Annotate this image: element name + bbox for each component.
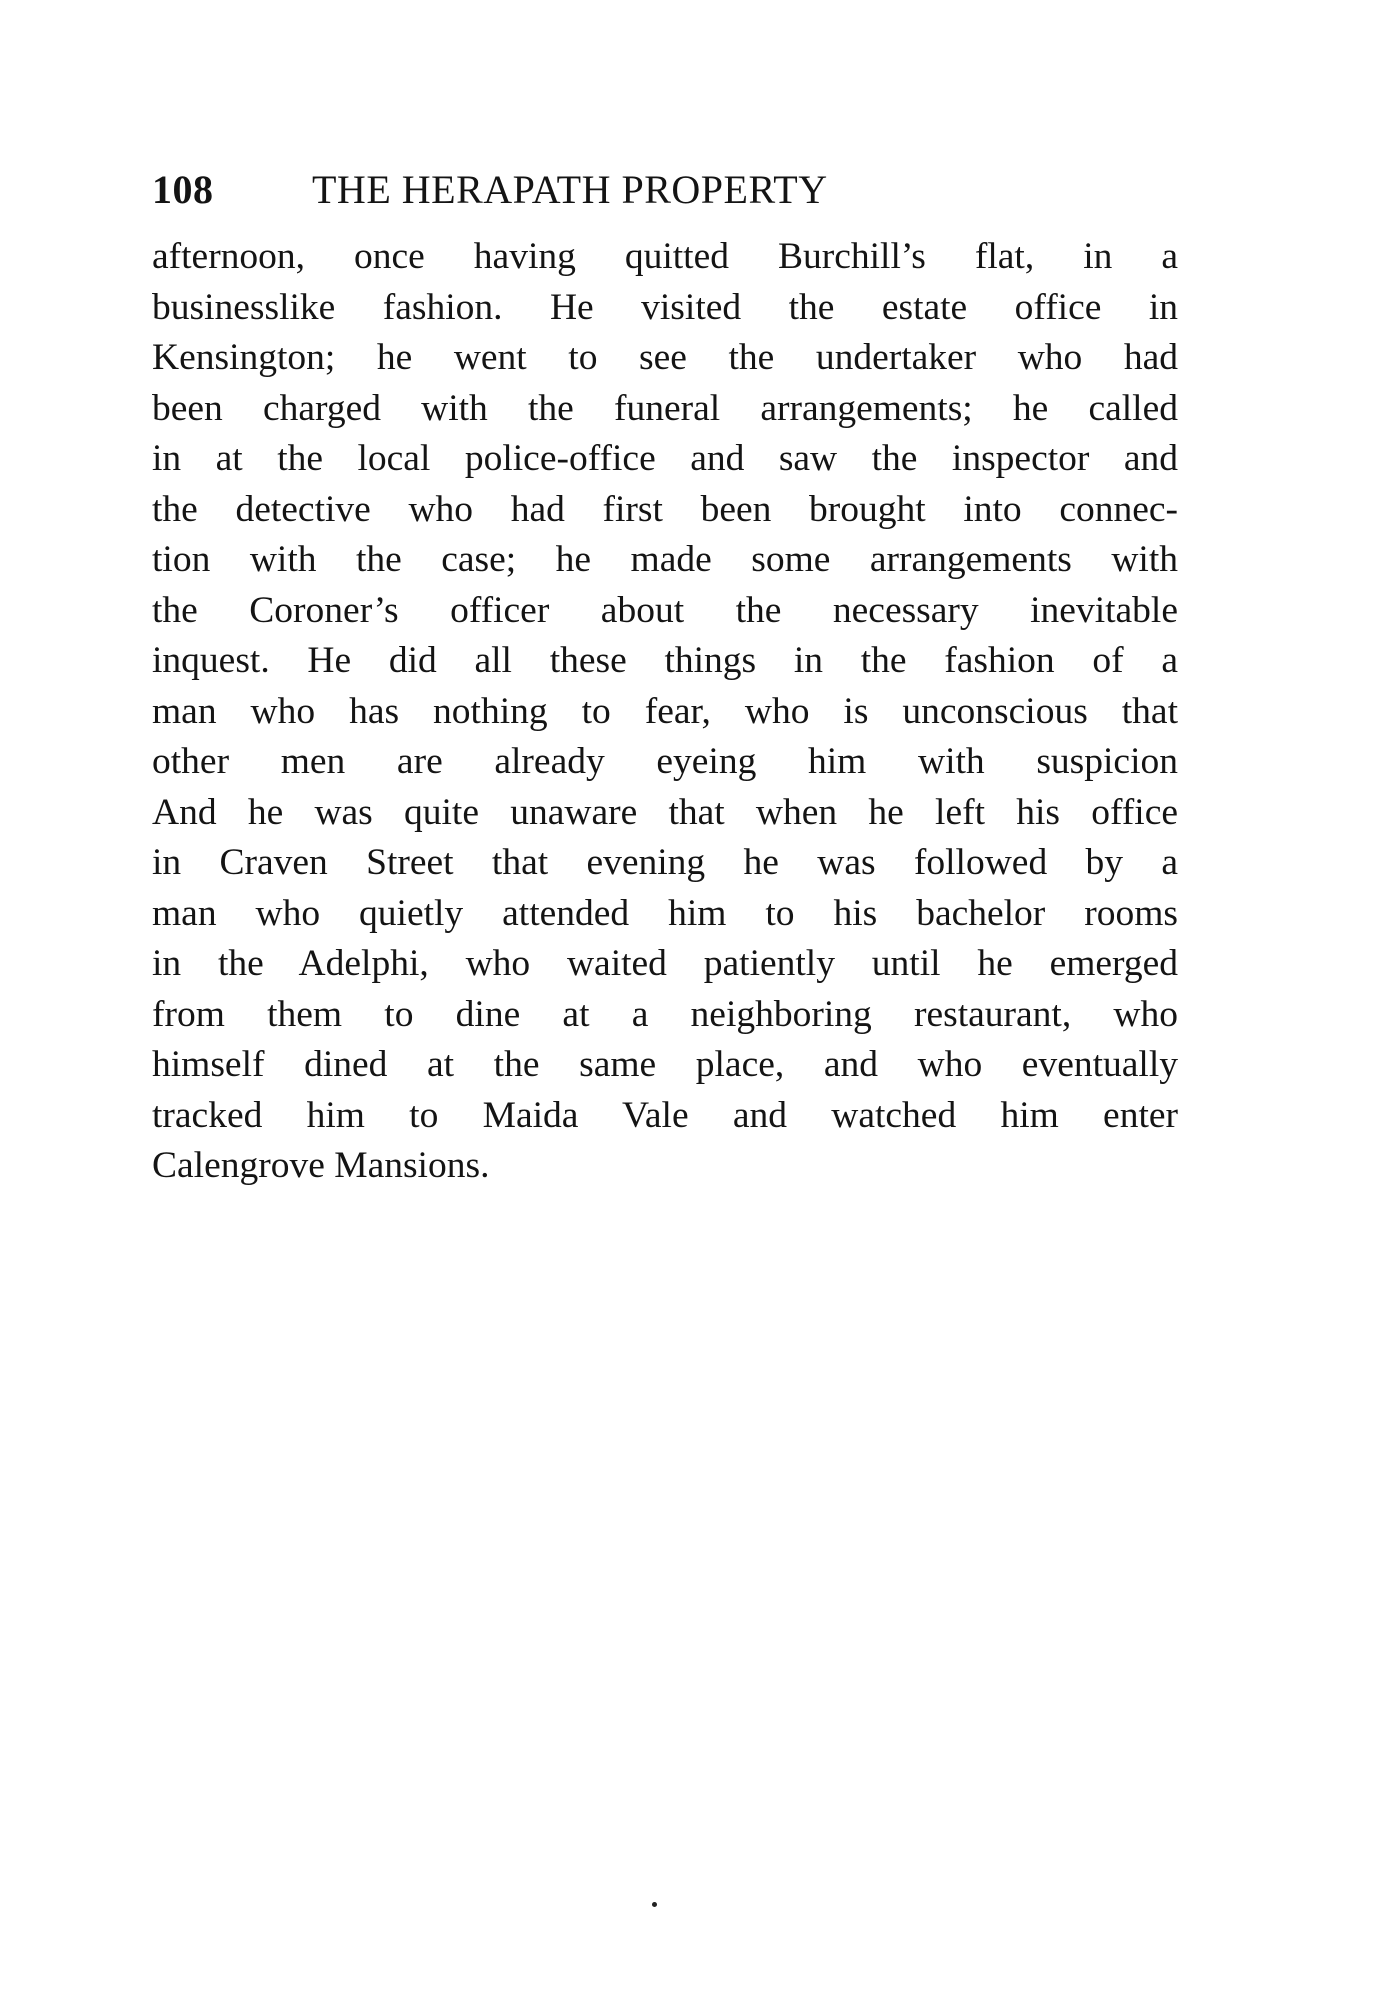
text-line: from them to dine at a neighboring restaurant, who xyxy=(152,993,1178,1035)
page-number: 108 xyxy=(152,167,214,212)
text-line: Kensington; he went to see the undertaker who had xyxy=(152,337,1178,378)
ink-speck xyxy=(652,1902,657,1907)
text-line: other men are already eyeing him with suspicion xyxy=(152,741,1178,782)
text-line: the detective who had first been brought into connec- xyxy=(152,488,1178,530)
body-paragraph xyxy=(152,232,1178,1192)
text-line: man who has nothing to fear, who is unconscious that xyxy=(152,690,1178,732)
text-line: in the Adelphi, who waited patiently until he emerged xyxy=(152,943,1178,984)
text-line: businesslike fashion. He visited the estate office in xyxy=(152,286,1178,328)
text-line: tion with the case; he made some arrangements with xyxy=(152,539,1178,580)
text-line: inquest. He did all these things in the fashion of a xyxy=(152,640,1178,681)
text-line: been charged with the funeral arrangements; he called xyxy=(152,387,1178,429)
text-line: the Coroner’s officer about the necessary inevitable xyxy=(152,589,1178,631)
text-line: man who quietly attended him to his bachelor rooms xyxy=(152,892,1178,934)
text-line: in Craven Street that evening he was followed by a xyxy=(152,842,1178,883)
text-line: tracked him to Maida Vale and watched him enter xyxy=(152,1094,1178,1136)
text-line: in at the local police-office and saw the inspector and xyxy=(152,438,1178,479)
text-line: And he was quite unaware that when he left his office xyxy=(152,791,1178,833)
running-title: THE HERAPATH PROPERTY xyxy=(312,167,828,212)
text-line: afternoon, once having quitted Burchill’s flat, in a xyxy=(152,236,1178,277)
text-line: himself dined at the same place, and who eventually xyxy=(152,1044,1178,1085)
running-head xyxy=(152,166,1172,214)
text-line: Calengrove Mansions. xyxy=(152,1145,490,1186)
